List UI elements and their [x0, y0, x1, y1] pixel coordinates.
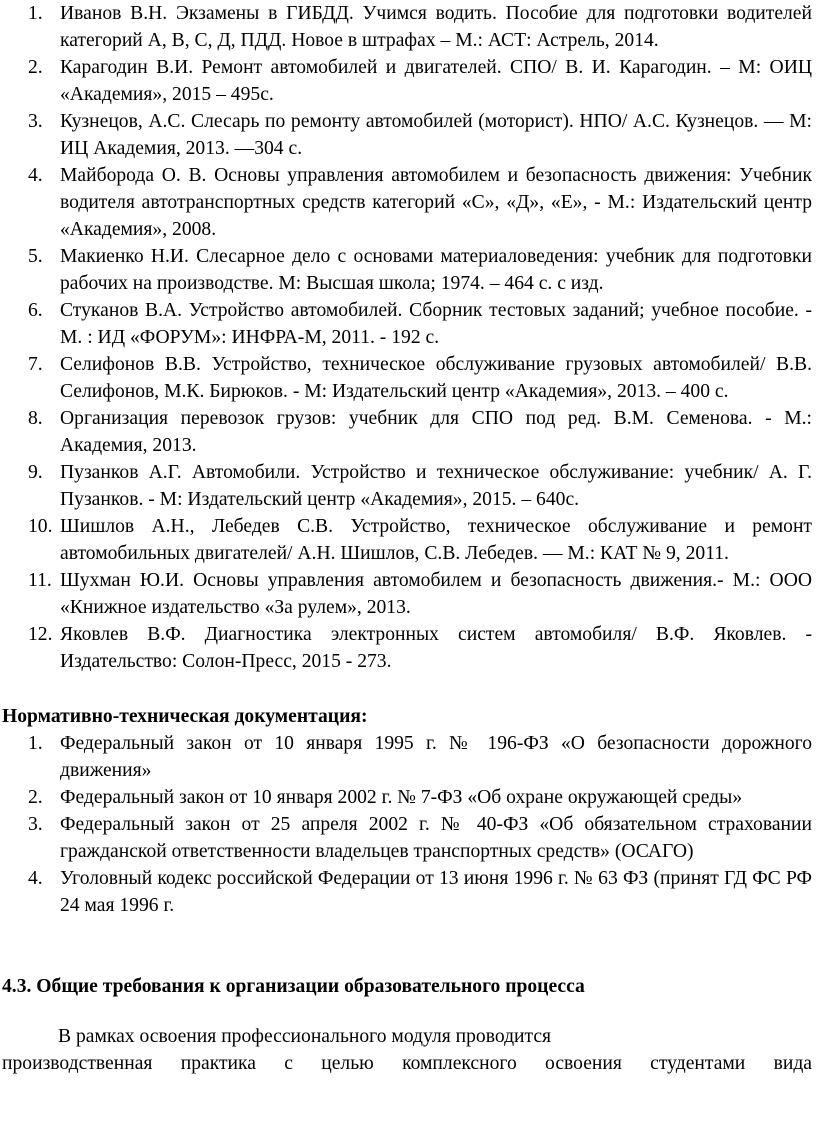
- item-text: Кузнецов, А.С. Слесарь по ремонту автомобилей (моторист). НПО/ А.С. Кузнецов. — М: ИЦ Академия, 2013. —304 с.: [60, 111, 812, 159]
- item-number: 8.: [28, 408, 43, 429]
- item-number: 12.: [28, 624, 53, 645]
- reference-item: [0, 513, 816, 567]
- item-text: Яковлев В.Ф. Диагностика электронных систем автомобиля/ В.Ф. Яковлев. - Издательство: Солон-Пресс, 2015 - 273.: [60, 624, 812, 672]
- item-text: Федеральный закон от 10 января 2002 г. № 7-ФЗ «Об охране окружающей среды»: [60, 787, 743, 808]
- norm-item: [0, 811, 816, 865]
- item-number: 7.: [28, 354, 43, 375]
- item-text: Шишлов А.Н., Лебедев С.В. Устройство, техническое обслуживание и ремонт автомобильных двигателей/ А.Н. Шишлов, С.В. Лебедев. — М.: КАТ № 9, 2011.: [60, 516, 812, 564]
- item-number: 2.: [28, 787, 43, 808]
- item-text: Майборода О. В. Основы управления автомобилем и безопасность движения: Учебник водителя автотранспортных средств категорий «С», «Д», «Е», - М.: Издательский центр «Академия», 2008.: [60, 165, 812, 240]
- item-text: Карагодин В.И. Ремонт автомобилей и двигателей. СПО/ В. И. Карагодин. – М: ОИЦ «Академия», 2015 – 495с.: [60, 57, 812, 105]
- reference-item: [0, 0, 816, 54]
- paragraph-line-1-text: В рамках освоения профессионального модуля проводится: [58, 1026, 552, 1047]
- item-text: Организация перевозок грузов: учебник для СПО под ред. В.М. Семенова. - М.: Академия, 2013.: [60, 408, 812, 456]
- norm-item: [0, 730, 816, 784]
- reference-item: [0, 405, 816, 459]
- reference-item: [0, 567, 816, 621]
- norm-item: [0, 865, 816, 919]
- reference-item: [0, 297, 816, 351]
- item-text: Уголовный кодекс российской Федерации от 13 июня 1996 г. № 63 ФЗ (принят ГД ФС РФ 24 мая 1996 г.: [60, 868, 812, 916]
- item-number: 1.: [28, 733, 43, 754]
- item-number: 6.: [28, 300, 43, 321]
- norm-item: [0, 784, 816, 811]
- item-number: 4.: [28, 165, 43, 186]
- reference-item: [0, 621, 816, 675]
- item-text: Пузанков А.Г. Автомобили. Устройство и техническое обслуживание: учебник/ А. Г. Пузанков. - М: Издательский центр «Академия», 2015. – 640с.: [60, 462, 812, 510]
- item-number: 1.: [28, 3, 43, 24]
- item-number: 3.: [28, 111, 43, 132]
- reference-item: [0, 243, 816, 297]
- item-number: 10.: [28, 516, 53, 537]
- reference-item: [0, 108, 816, 162]
- item-text: Федеральный закон от 25 апреля 2002 г. № 40-ФЗ «Об обязательном страховании гражданской ответственности владельцев транспортных средств» (ОСАГО): [60, 814, 812, 862]
- item-number: 11.: [28, 570, 52, 591]
- item-number: 5.: [28, 246, 43, 267]
- reference-item: [0, 54, 816, 108]
- reference-item: [0, 351, 816, 405]
- item-number: 4.: [28, 868, 43, 889]
- paragraph-first-line: [0, 1023, 816, 1050]
- item-text: Иванов В.Н. Экзамены в ГИБДД. Учимся водить. Пособие для подготовки водителей категорий А, В, С, Д, ПДД. Новое в штрафах – М.: АСТ: Астрель, 2014.: [60, 3, 812, 51]
- norms-heading: Нормативно-техническая документация:: [2, 706, 368, 727]
- reference-item: [0, 162, 816, 243]
- item-text: Федеральный закон от 10 января 1995 г. № 196-ФЗ «О безопасности дорожного движения»: [60, 733, 812, 781]
- item-text: Селифонов В.В. Устройство, техническое обслуживание грузовых автомобилей/ В.В. Селифонов, М.К. Бирюков. - М: Издательский центр «Академия», 2013. – 400 с.: [60, 354, 812, 402]
- item-number: 9.: [28, 462, 43, 483]
- item-text: Шухман Ю.И. Основы управления автомобилем и безопасность движения.- М.: ООО «Книжное издательство «За рулем», 2013.: [60, 570, 812, 618]
- item-text: Макиенко Н.И. Слесарное дело с основами материаловедения: учебник для подготовки рабочих на производстве. М: Высшая школа; 1974. – 464 с. с изд.: [60, 246, 812, 294]
- item-number: 2.: [28, 57, 43, 78]
- reference-item: [0, 459, 816, 513]
- paragraph-second-line: производственная практика с целью комплексного освоения студентами вида: [2, 1053, 812, 1074]
- item-text: Стуканов В.А. Устройство автомобилей. Сборник тестовых заданий; учебное пособие. - М. : ИД «ФОРУМ»: ИНФРА-М, 2011. - 192 с.: [60, 300, 812, 348]
- item-number: 3.: [28, 814, 43, 835]
- section-heading: 4.3. Общие требования к организации образовательного процесса: [2, 976, 585, 997]
- norms-list: [0, 730, 816, 919]
